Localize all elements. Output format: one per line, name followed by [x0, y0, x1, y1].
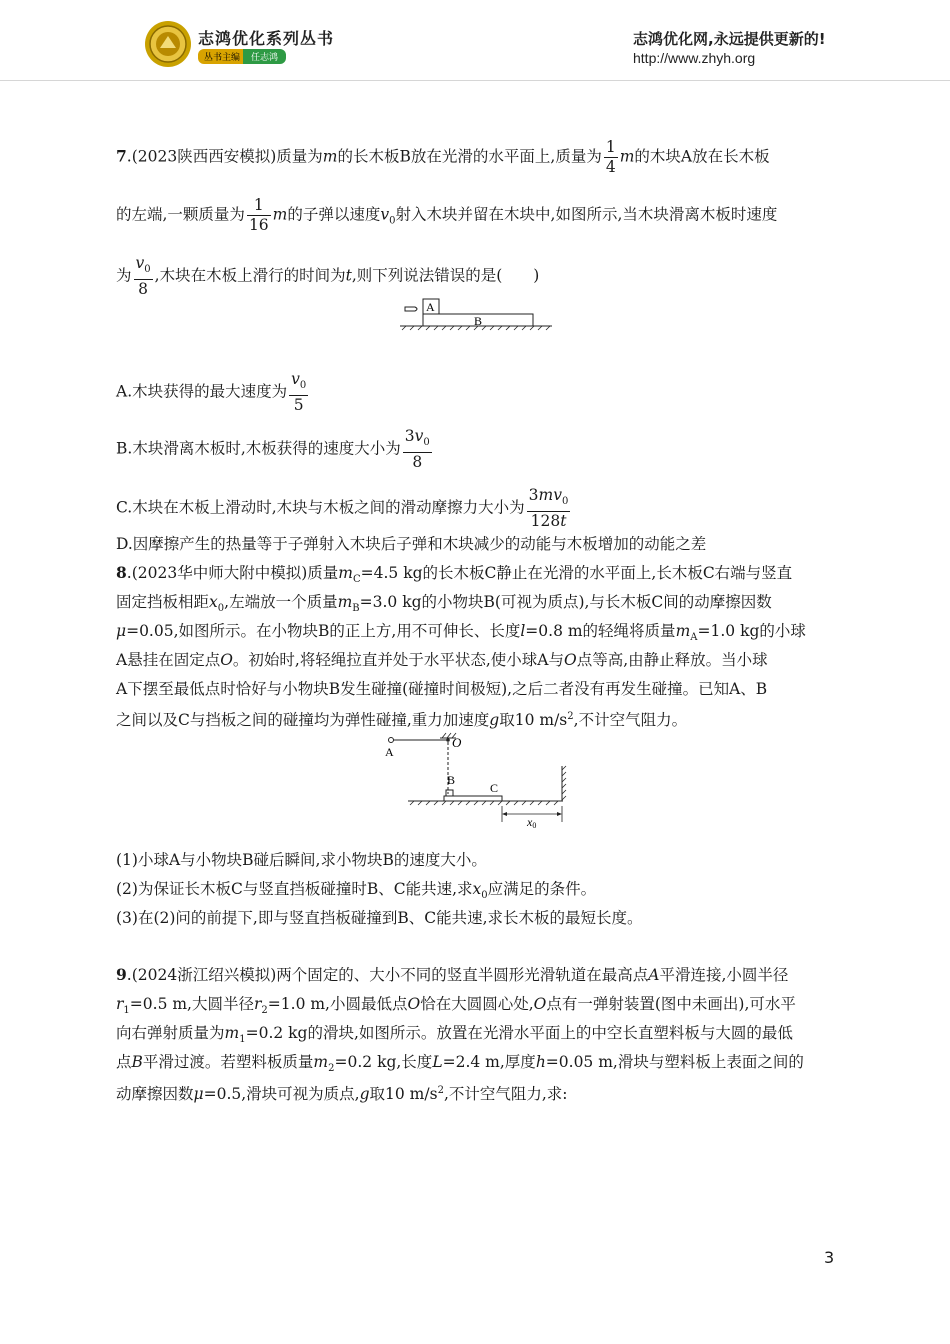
- sub-0: 0: [217, 603, 225, 615]
- sym-g: g: [359, 1085, 370, 1104]
- dim-arrowhead-left: [502, 812, 507, 816]
- q7-line-3: [116, 254, 539, 299]
- q8-text: 应满足的条件。: [487, 880, 597, 898]
- ball-a: [389, 738, 394, 743]
- sym-m: m: [675, 622, 691, 640]
- q9-text: 点: [116, 1053, 132, 1071]
- label-x0: [526, 815, 536, 830]
- q8-text: (2)为保证长木板C与竖直挡板碰撞时B、C能共速,求: [116, 880, 473, 898]
- label-x-sub: 0: [532, 821, 537, 830]
- q7-text: 射入木块并留在木块中,如图所示,当木块滑离木板时速度: [395, 205, 778, 224]
- label-b: B: [474, 314, 483, 328]
- sym-o: O: [220, 651, 233, 669]
- q7-text: 的木块A放在长木板: [634, 147, 770, 166]
- q9-line-4: [116, 1052, 804, 1079]
- sym-m: m: [322, 147, 338, 166]
- sym-o: O: [407, 995, 421, 1013]
- series-title: 志鸿优化系列丛书: [198, 29, 335, 48]
- q8-text: ,不计空气阻力。: [573, 711, 688, 730]
- label-a: A: [385, 745, 394, 759]
- sym-m: m: [337, 593, 353, 611]
- q9-number: 9: [116, 965, 127, 984]
- sym-t: t: [560, 512, 567, 531]
- sym-l: L: [432, 1053, 443, 1071]
- sym-v: v: [380, 205, 390, 224]
- frac-den: 5: [293, 396, 304, 415]
- dim-arrowhead-right: [557, 812, 562, 816]
- q9-text: =0.5,滑块可视为质点,: [203, 1085, 360, 1104]
- option-text: B.木块滑离木板时,木板获得的速度大小为: [116, 439, 401, 458]
- sub-0: 0: [481, 890, 488, 902]
- q8-text: ,左端放一个质量: [224, 593, 338, 611]
- header-url[interactable]: http://www.zhyh.org: [633, 50, 756, 66]
- label-b: B: [447, 773, 456, 787]
- badge-label: 丛书主编: [198, 49, 246, 64]
- sym-a: A: [648, 966, 660, 984]
- frac-num: [134, 254, 153, 280]
- q8-source: (2023华中师大附中模拟): [131, 564, 308, 582]
- q9-text: ,不计空气阻力,求:: [443, 1085, 568, 1104]
- sub-0: 0: [562, 496, 569, 508]
- q8-sub-3: (3)在(2)问的前提下,即与竖直挡板碰撞到B、C能共速,求长木板的最短长度。: [116, 909, 643, 927]
- q9-text: 恰在大圆圆心处,: [420, 995, 534, 1013]
- sub-1: 1: [123, 1005, 130, 1017]
- q9-text: =0.2 kg的滑块,如图所示。放置在光滑水平面上的中空长直塑料板与大圆的最低: [245, 1024, 793, 1042]
- sub-0: 0: [144, 264, 151, 276]
- q7-figure: [396, 294, 556, 334]
- frac-den: 16: [248, 216, 269, 234]
- board-c: [444, 796, 502, 801]
- q9-text: 两个固定的、大小不同的竖直半圆形光滑轨道在最高点: [276, 966, 649, 984]
- q8-line-6: [116, 707, 687, 730]
- q9-text: 动摩擦因数: [116, 1085, 194, 1104]
- q8-line-5: A下摆至最低点时恰好与小物块B发生碰撞(碰撞时间极短),之后二者没有再发生碰撞。已知A、B: [116, 680, 768, 698]
- sym-m: m: [619, 147, 635, 166]
- q9-line-5: [116, 1081, 568, 1104]
- frac-num: [289, 370, 308, 396]
- q8-text: 之间以及C与挡板之间的碰撞均为弹性碰撞,重力加速度: [116, 711, 490, 730]
- q8-text: 点等高,由静止释放。当小球: [576, 651, 768, 669]
- frac-num: 1: [605, 138, 616, 156]
- q8-text: 固定挡板相距: [116, 593, 210, 611]
- q8-line-2: [116, 592, 772, 619]
- label-x: x: [527, 815, 533, 829]
- bullet-shape: [405, 307, 417, 311]
- sub-c: C: [353, 574, 361, 586]
- header-divider: [0, 80, 950, 81]
- sym-m: m: [313, 1053, 329, 1071]
- sub-1: 1: [239, 1034, 246, 1046]
- q7-option-b: [116, 427, 434, 472]
- fraction-3v0-8: [403, 427, 432, 472]
- header-slogan: 志鸿优化网,永远提供更新的!: [633, 30, 826, 48]
- fraction-1-4: [604, 138, 618, 177]
- label-c: C: [490, 781, 499, 795]
- q9-text: =0.2 kg,长度: [334, 1053, 433, 1071]
- sym-r: r: [254, 995, 262, 1013]
- sym-m: m: [224, 1024, 240, 1042]
- q8-number: 8: [116, 563, 127, 582]
- sub-0: 0: [389, 215, 396, 227]
- q8-text: A悬挂在固定点: [116, 651, 221, 669]
- coef: 3: [528, 486, 539, 504]
- q8-text: 取10 m/s: [499, 711, 568, 730]
- label-o: O: [452, 735, 462, 750]
- wall-hatch: [562, 766, 566, 800]
- frac-den: [527, 512, 571, 531]
- q8-text: =0.05,如图所示。在小物块B的正上方,用不可伸长、长度: [126, 622, 521, 640]
- sym-o: O: [563, 651, 577, 669]
- q9-text: =0.05 m,滑块与塑料板上表面之间的: [545, 1053, 804, 1071]
- q8-figure: [380, 730, 580, 830]
- q9-text: 向右弹射质量为: [116, 1024, 225, 1042]
- q7-text: 为: [116, 266, 132, 285]
- sub-a: A: [690, 632, 698, 644]
- sym-m: m: [538, 486, 554, 504]
- q8-text: 质量: [307, 564, 339, 582]
- option-text: C.木块在木板上滑动时,木块与木板之间的滑动摩擦力大小为: [116, 498, 525, 517]
- q9-source: (2024浙江绍兴模拟): [131, 966, 277, 984]
- q8-text: =4.5 kg的长木板C静止在光滑的水平面上,长木板C右端与竖直: [360, 564, 793, 582]
- sym-m: m: [338, 564, 353, 582]
- frac-den: 8: [412, 453, 423, 472]
- coef: 3: [404, 427, 415, 445]
- q8-line-4: [116, 650, 768, 670]
- q7-text: 的子弹以速度: [287, 205, 381, 224]
- fraction-1-16: [247, 196, 271, 235]
- q8-text: =1.0 kg的小球: [697, 622, 806, 640]
- fraction-v0-5: [289, 370, 308, 415]
- sym-t: t: [345, 266, 352, 285]
- q9-text: 平滑连接,小圆半径: [659, 966, 789, 984]
- page-header: [0, 0, 950, 80]
- q9-text: 点有一弹射装置(图中未画出),可水平: [546, 995, 796, 1013]
- q9-line-2: [116, 994, 796, 1021]
- sup-2: 2: [437, 1085, 444, 1096]
- sym-mu: μ: [116, 622, 127, 640]
- q8-text: 。初始时,将轻绳拉直并处于水平状态,使小球A与: [232, 651, 564, 669]
- q7-text: ,则下列说法错误的是( ): [351, 266, 540, 285]
- q7-number: 7: [116, 146, 127, 166]
- frac-num: [527, 486, 571, 512]
- sym-h: h: [535, 1053, 546, 1071]
- sym-m: m: [272, 205, 288, 224]
- sym-r: r: [116, 995, 124, 1013]
- sym-v: v: [291, 370, 300, 388]
- label-a: A: [426, 300, 435, 314]
- sym-mu: μ: [193, 1085, 204, 1104]
- q7-option-d: D.因摩擦产生的热量等于子弹射入木块后子弹和木块减少的动能与木板增加的动能之差: [116, 535, 707, 553]
- sym-g: g: [489, 711, 500, 730]
- q7-line-1: 7.(2023陕西西安模拟)质量为m的长木板B放在光滑的水平面上,质量为 $\frac{1}{4}$ m的木块A放在长木板: [116, 138, 770, 176]
- editor-badge: [198, 49, 286, 64]
- sym-x: x: [472, 880, 482, 898]
- q7-text: 质量为: [276, 147, 323, 166]
- q9-text: =1.0 m,小圆最低点: [267, 995, 408, 1013]
- frac-num: 1: [247, 196, 271, 216]
- sym-l: l: [520, 622, 526, 640]
- fraction-v0-8: [134, 254, 153, 299]
- option-text: A.木块获得的最大速度为: [116, 382, 288, 401]
- q9-text: =2.4 m,厚度: [442, 1053, 536, 1071]
- frac-den: 4: [605, 158, 616, 176]
- block-b: [446, 790, 453, 796]
- q7-line-2: [116, 196, 777, 235]
- ground-hatch: [410, 801, 558, 805]
- sym-b: B: [131, 1053, 143, 1071]
- q8-line-3: [116, 621, 806, 648]
- sub-2: 2: [328, 1063, 335, 1075]
- sym-v: v: [414, 427, 424, 445]
- publisher-logo-icon: [144, 20, 192, 68]
- q8-sub-2: [116, 879, 596, 906]
- frac-den: 8: [138, 280, 149, 299]
- den-number: 128: [530, 512, 561, 531]
- frac-num: [403, 427, 432, 453]
- sym-v: v: [135, 254, 145, 272]
- q9-line-1: 9.(2024浙江绍兴模拟)两个固定的、大小不同的竖直半圆形光滑轨道在最高点A平滑连接,小圆半径: [116, 965, 789, 984]
- sym-v: v: [553, 486, 563, 504]
- q7-text: 的长木板B放在光滑的水平面上,质量为: [337, 147, 602, 166]
- q9-text: =0.5 m,大圆半径: [129, 995, 254, 1013]
- q7-option-c: [116, 486, 572, 531]
- q7-text: 的左端,一颗质量为: [116, 205, 245, 224]
- q7-option-a: [116, 370, 310, 415]
- sym-x: x: [209, 593, 218, 611]
- sym-o: O: [533, 995, 547, 1013]
- q9-text: 平滑过渡。若塑料板质量: [142, 1053, 314, 1071]
- sub-0: 0: [423, 437, 430, 449]
- q8-line-1: 8.(2023华中师大附中模拟)质量$m_C=4.5$ kg的长木板C静止在光滑的水平面上,长木板C右端与竖直: [116, 563, 793, 586]
- q8-text: =0.8 m的轻绳将质量: [525, 622, 676, 640]
- sub-0: 0: [299, 380, 307, 392]
- badge-editor-name: 任志鸿: [243, 49, 286, 64]
- q9-line-3: [116, 1023, 793, 1050]
- sup-2: 2: [567, 711, 574, 722]
- q9-text: 取10 m/s: [369, 1085, 438, 1104]
- q7-source: (2023陕西西安模拟): [131, 147, 277, 166]
- q8-sub-1: (1)小球A与小物块B碰后瞬间,求小物块B的速度大小。: [116, 851, 487, 869]
- q7-text: ,木块在木板上滑行的时间为: [154, 266, 346, 285]
- q8-text: =3.0 kg的小物块B(可视为质点),与长木板C间的动摩擦因数: [359, 593, 772, 611]
- fraction-3mv0-128t: [527, 486, 571, 531]
- sub-2: 2: [261, 1005, 268, 1017]
- page-number: 3: [824, 1248, 835, 1267]
- sub-b: B: [352, 603, 360, 615]
